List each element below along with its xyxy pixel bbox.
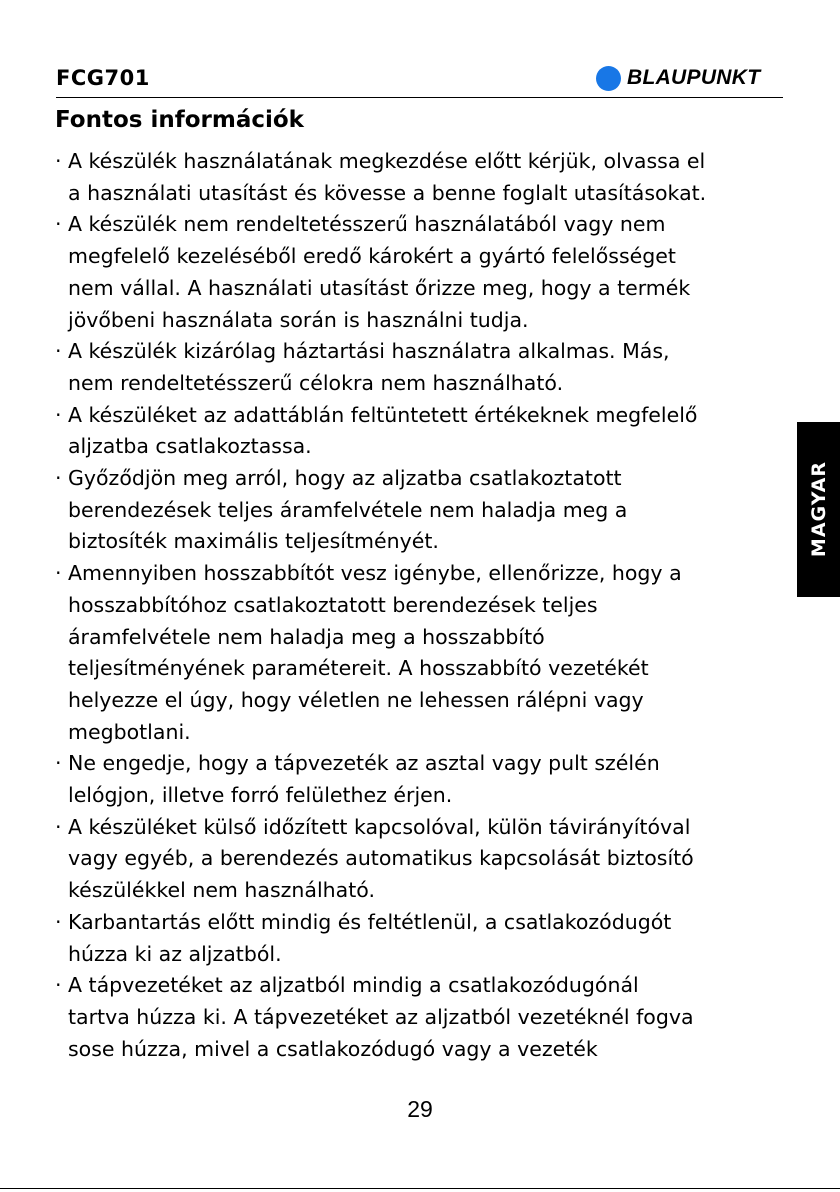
bullet-icon: ·	[55, 561, 62, 586]
list-item-text-line: nem rendeltetésszerű célokra nem használható.	[68, 370, 564, 395]
list-item	[55, 812, 790, 907]
list-item	[55, 748, 790, 811]
bullet-icon: ·	[55, 466, 62, 491]
list-item-text-line: Karbantartás előtt mindig és feltétlenül, a csatlakozódugót	[68, 909, 672, 934]
list-item-text-line: biztosíték maximális teljesítményét.	[68, 529, 439, 554]
list-item-text-line: megfelelő kezeléséből eredő károkért a gyártó felelősséget	[68, 244, 676, 269]
brand-name: BLAUPUNKT	[627, 66, 761, 89]
bottom-divider	[0, 1188, 840, 1189]
list-item	[55, 970, 790, 1065]
list-item-text-line: berendezések teljes áramfelvétele nem haladja meg a	[68, 497, 628, 522]
brand-logo	[596, 64, 760, 92]
bullet-icon: ·	[55, 814, 62, 839]
bullet-icon: ·	[55, 751, 62, 776]
list-item-text-line: A készülék nem rendeltetésszerű használatából vagy nem	[68, 212, 666, 237]
model-number: FCG701	[56, 66, 150, 90]
list-item-text-line: vagy egyéb, a berendezés automatikus kapcsolását biztosító	[68, 846, 694, 871]
header-divider	[56, 97, 783, 98]
bullet-icon: ·	[55, 973, 62, 998]
list-item-text-line: A készüléket külső időzített kapcsolóval, külön távirányítóval	[68, 814, 691, 839]
list-item	[55, 209, 790, 336]
list-item-text-line: húzza ki az aljzatból.	[68, 941, 282, 966]
list-item	[55, 463, 790, 558]
list-item-text-line: áramfelvétele nem haladja meg a hosszabbító	[68, 624, 545, 649]
list-item-text-line: helyezze el úgy, hogy véletlen ne lehessen rálépni vagy	[68, 687, 644, 712]
list-item-text-line: teljesítményének paramétereit. A hosszabbító vezetékét	[68, 656, 649, 681]
list-item-text-line: lelógjon, illetve forró felülethez érjen.	[68, 783, 453, 808]
list-item-text-line: tartva húzza ki. A tápvezetéket az aljzatból vezetéknél fogva	[68, 1004, 694, 1029]
list-item-text-line: A tápvezetéket az aljzatból mindig a csatlakozódugónál	[68, 973, 639, 998]
list-item	[55, 336, 790, 399]
list-item-text-line: aljzatba csatlakoztassa.	[68, 434, 312, 459]
bullet-icon: ·	[55, 339, 62, 364]
list-item-text-line: Ne engedje, hogy a tápvezeték az asztal vagy pult szélén	[68, 751, 660, 776]
bullet-icon: ·	[55, 212, 62, 237]
list-item-text-line: megbotlani.	[68, 719, 191, 744]
page-number: 29	[407, 1096, 433, 1122]
list-item	[55, 907, 790, 970]
list-item-text-line: A készüléket az adattáblán feltüntetett értékeknek megfelelő	[68, 402, 698, 427]
list-item-text-line: Amennyiben hosszabbítót vesz igénybe, ellenőrizze, hogy a	[68, 561, 682, 586]
list-item	[55, 400, 790, 463]
language-tab-label: MAGYAR	[807, 461, 830, 558]
list-item-text-line: Győződjön meg arról, hogy az aljzatba csatlakoztatott	[68, 466, 622, 491]
language-tab	[797, 422, 840, 597]
list-item-text-line: a használati utasítást és kövesse a benne foglalt utasításokat.	[68, 180, 707, 205]
list-item-text-line: nem vállal. A használati utasítást őrizze meg, hogy a termék	[68, 275, 691, 300]
list-item-text-line: A készülék használatának megkezdése előtt kérjük, olvassa el	[68, 149, 706, 173]
list-item	[55, 558, 790, 748]
list-item	[55, 146, 790, 209]
list-item-text-line: készülékkel nem használható.	[68, 878, 375, 903]
list-item-text-line: hosszabbítóhoz csatlakoztatott berendezések teljes	[68, 592, 598, 617]
bullet-icon: ·	[55, 909, 62, 934]
list-item-text-line: jövőbeni használata során is használni tudja.	[68, 307, 529, 332]
list-item-text-line: sose húzza, mivel a csatlakozódugó vagy a vezeték	[68, 1036, 598, 1061]
bullet-icon: ·	[55, 149, 62, 173]
bullet-icon: ·	[55, 402, 62, 427]
blue-dot-logo-icon	[596, 66, 621, 91]
list-item-text-line: A készülék kizárólag háztartási használatra alkalmas. Más,	[68, 339, 670, 364]
info-list	[55, 146, 790, 1065]
section-title: Fontos információk	[55, 107, 304, 133]
